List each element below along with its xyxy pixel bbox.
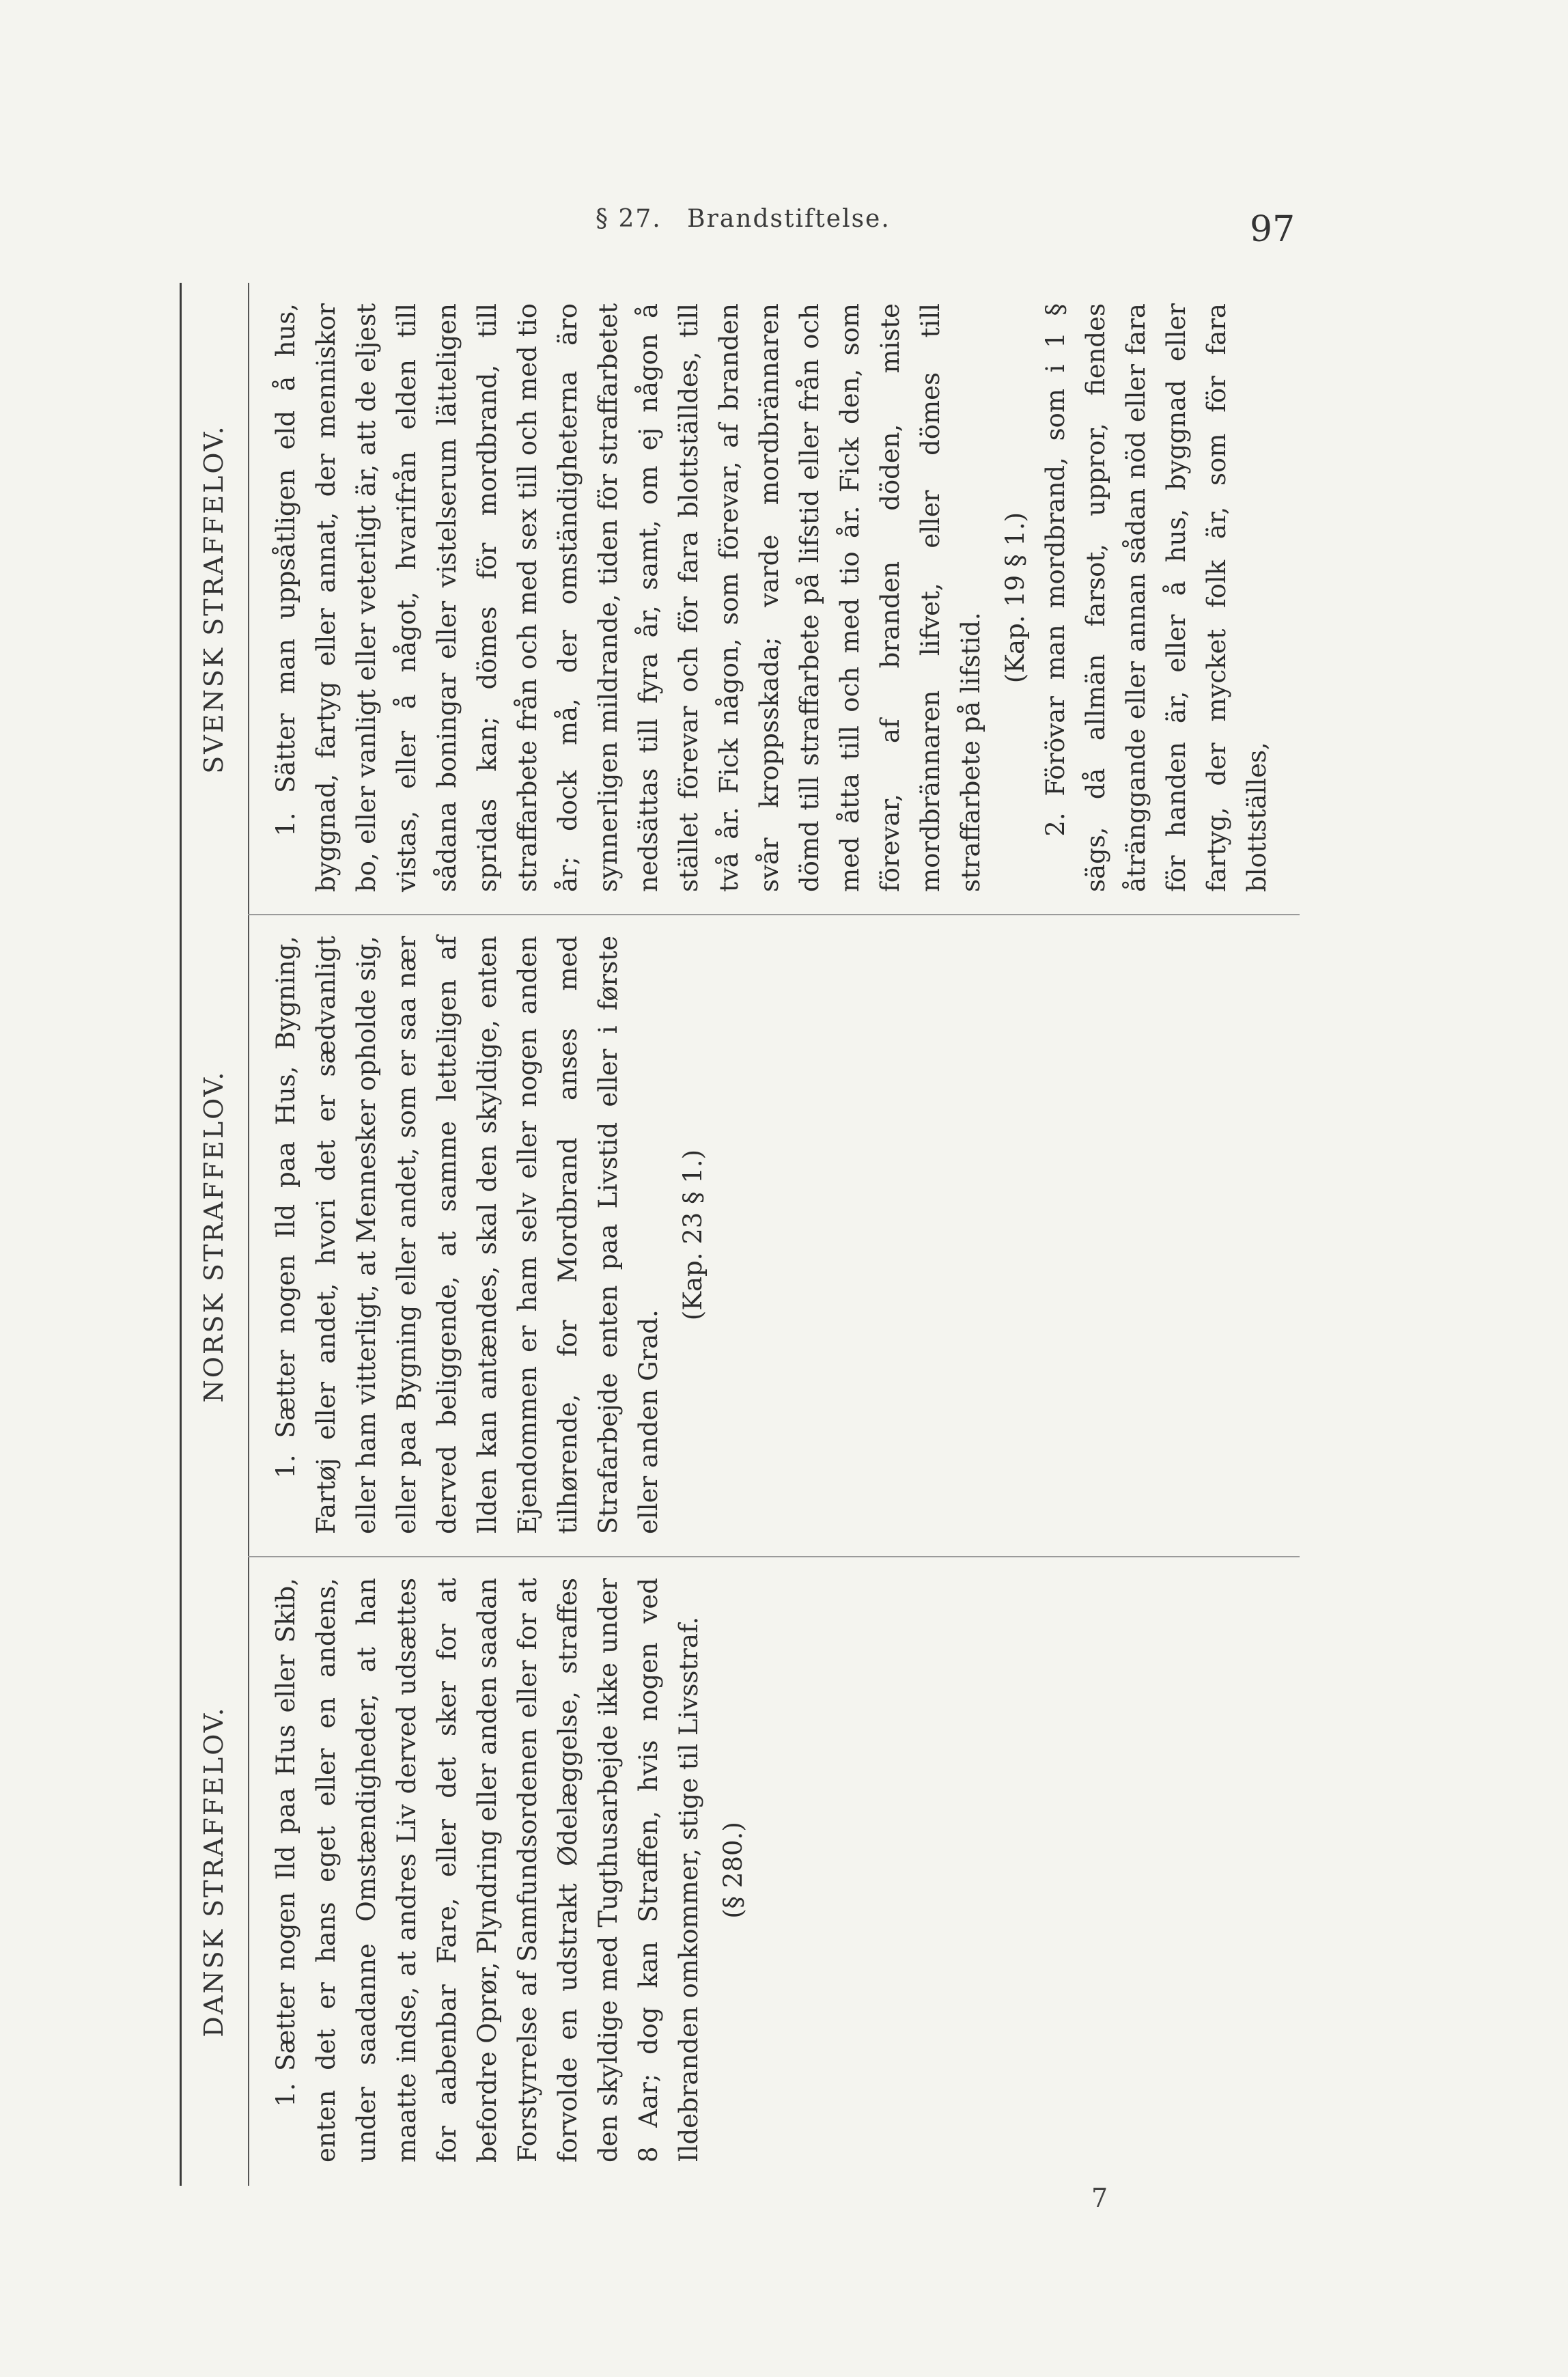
column-body-danish <box>248 1557 1300 2186</box>
column-heading-danish: DANSK STRAFFELOV. <box>199 1706 229 2038</box>
law-comparison-table <box>180 283 1300 2186</box>
law-reference: (§ 280.) <box>718 1822 748 1919</box>
table-header-rule <box>248 283 249 2186</box>
law-reference: (Kap. 23 § 1.) <box>678 1149 708 1321</box>
law-paragraph: 1. Sætter nogen Ild paa Hus, Bygning, Fartøj eller andet, hvori det er sædvanligt eller ham vitterligt, at Mennesker opholde sig, eller paa Bygning eller andet, som er saa nær derved beliggende, at samme letteligen af Ilden kan antændes, skal den skyldige, enten Ejendommen er ham selv eller nogen anden tilhørende, for Mordbrand anses med Strafarbejde enten paa Livstid eller i første eller anden Grad. <box>271 936 663 1534</box>
column-heading-swedish: SVENSK STRAFFELOV. <box>199 424 229 774</box>
column-heading-norwegian: NORSK STRAFFELOV. <box>199 1070 229 1403</box>
column-body-norwegian <box>248 915 1300 1557</box>
column-body-swedish <box>248 283 1300 915</box>
signature-mark: 7 <box>1091 2183 1108 2213</box>
column-divider <box>248 1556 1300 1557</box>
law-reference: (Kap. 19 § 1.) <box>1000 512 1030 684</box>
law-paragraph: 1. Sätter man uppsåtligen eld å hus, byggnad, fartyg eller annat, der menniskor bo, eller vanligt eller veterligt är, att de eljest vistas, eller å något, hvarifrån elden till sådana boningar eller vistelserum lätteligen spridas kan; dömes för mordbrand, till straffarbete från och med sex till och med tio år; dock må, der omständigheterna äro synnerligen mildrande, tiden för straffarbetet nedsättas till fyra år, samt, om ej någon å stället förevar och för fara blottställdes, till två år. Fick någon, som förevar, af branden svår kroppsskada; varde mordbrännaren dömd till straffarbete på lifstid eller från och med åtta till och med tio år. Fick den, som förevar, af branden döden, miste mordbrännaren lifvet, eller dömes till straffarbete på lifstid. <box>271 303 985 892</box>
law-paragraph: 1. Sætter nogen Ild paa Hus eller Skib, enten det er hans eget eller en andens, under saadanne Omstændigheder, at han maatte indse, at andres Liv derved udsættes for aabenbar Fare, eller det sker for at befordre Oprør, Plyndring eller anden saadan Forstyrrelse af Samfundsordenen eller for at forvolde en udstrakt Ødelæggelse, straffes den skyldige med Tugthusarbejde ikke under 8 Aar; dog kan Straffen, hvis nogen ved Ildebranden omkommer, stige til Livsstraf. <box>271 1578 703 2163</box>
law-paragraph: 2. Förövar man mordbrand, som i 1 § sägs, då allmän farsot, uppror, fiendes åtränggande eller annan sådan nöd eller fara för handen är, eller å hus, byggnad eller fartyg, der mycket folk är, som för fara blottställes, <box>1041 303 1272 892</box>
column-divider <box>248 914 1300 915</box>
section-number: § 27. <box>596 205 662 233</box>
running-head <box>596 205 891 233</box>
section-title: Brandstiftelse. <box>687 205 891 233</box>
page-number: 97 <box>1250 209 1296 250</box>
table-top-rule <box>180 283 182 2186</box>
